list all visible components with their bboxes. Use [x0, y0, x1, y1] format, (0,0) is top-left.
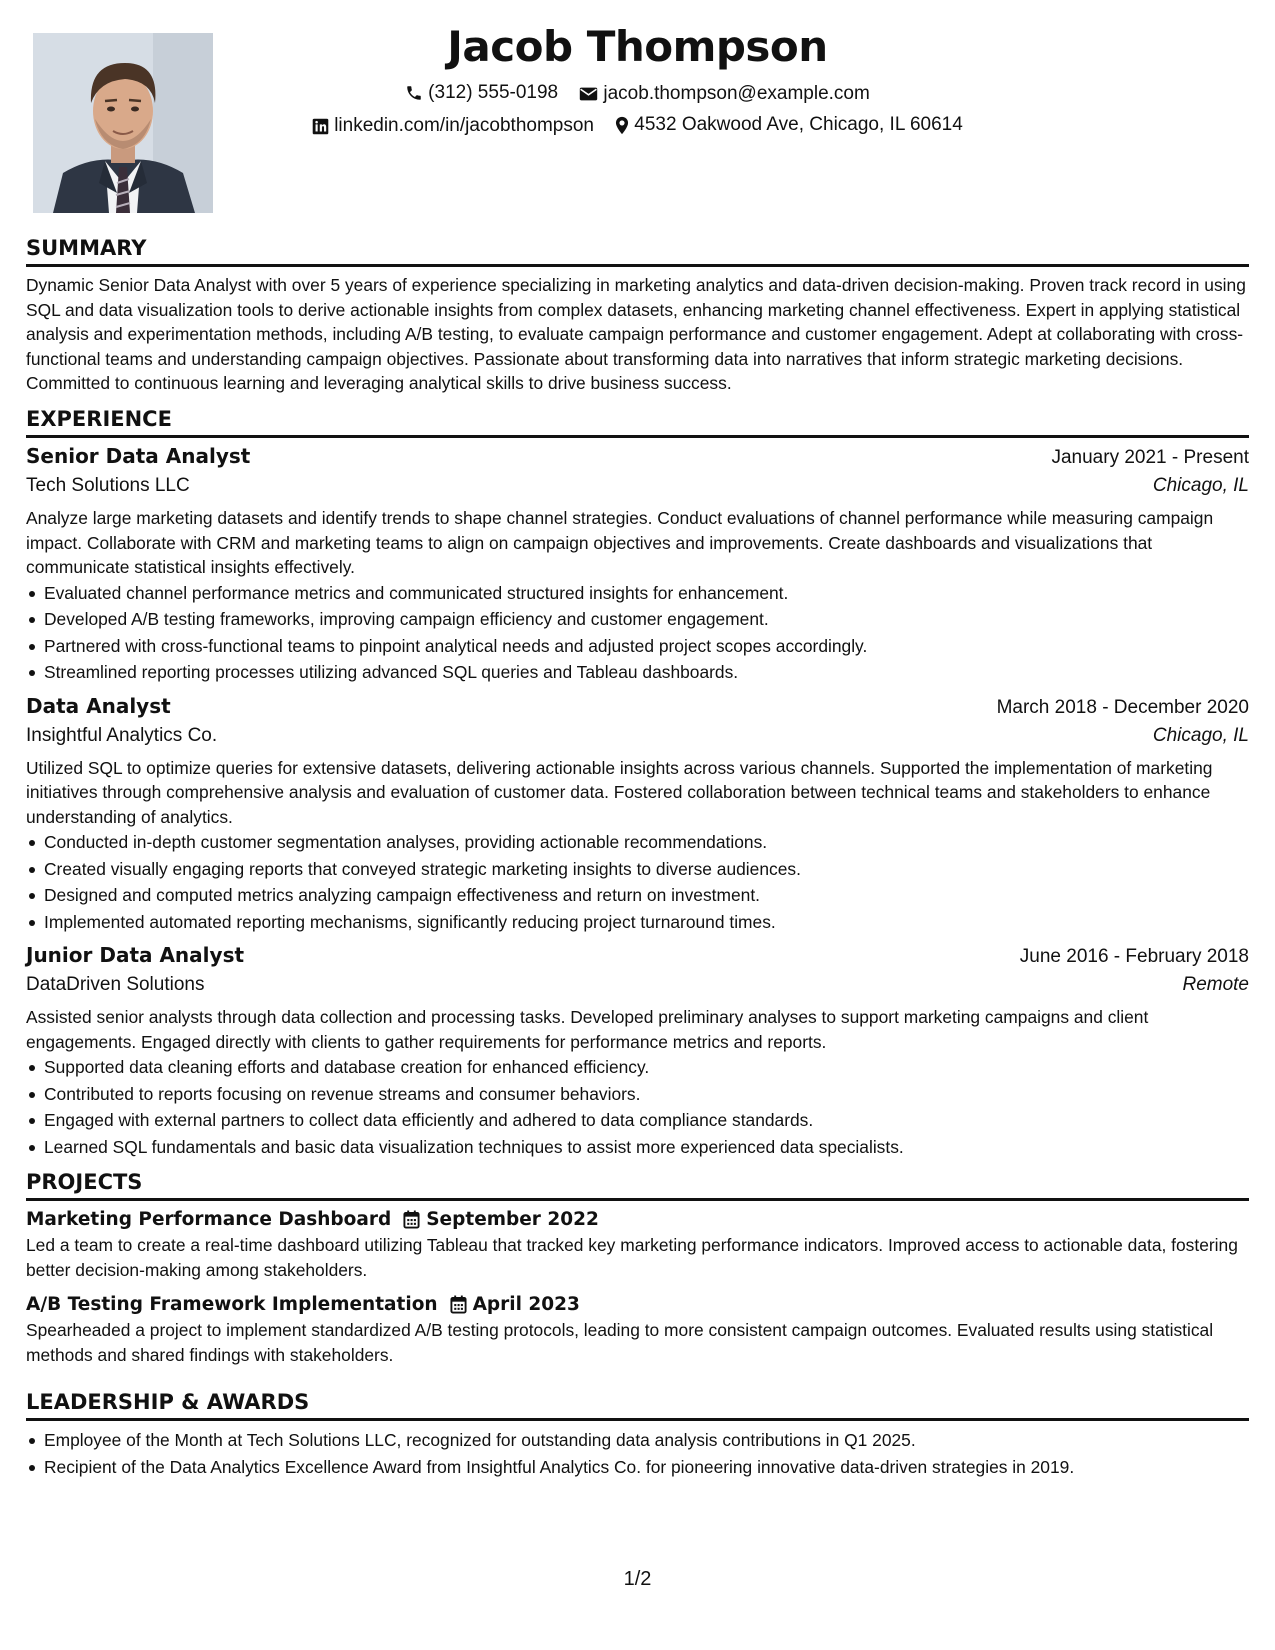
- email-text: jacob.thompson@example.com: [603, 83, 870, 104]
- list-item: Developed A/B testing frameworks, improving campaign efficiency and customer engagement.: [44, 606, 1249, 633]
- candidate-name: Jacob Thompson: [447, 22, 828, 71]
- list-item: Conducted in-depth customer segmentation analyses, providing actionable recommendations.: [44, 829, 1249, 856]
- project-date: April 2023: [472, 1294, 580, 1315]
- list-item: Contributed to reports focusing on revenue streams and consumer behaviors.: [44, 1081, 1249, 1108]
- list-item: Implemented automated reporting mechanisms, significantly reducing project turnaround times.: [44, 909, 1249, 936]
- project-entry: [26, 1209, 1249, 1282]
- project-description: Spearheaded a project to implement standardized A/B testing protocols, leading to more consistent campaign outcomes. Evaluated results using statistical methods and shared findings with stakeholders.: [26, 1320, 1214, 1365]
- job-bullet-list: [26, 580, 1249, 686]
- job-location: Chicago, IL: [1152, 724, 1249, 746]
- project-description: Led a team to create a real-time dashboard utilizing Tableau that tracked key marketing performance indicators. Improved access to actionable data, fostering better decision-making among stakeholders.: [26, 1235, 1238, 1280]
- calendar-icon: [403, 1210, 420, 1229]
- address-contact: [615, 114, 963, 136]
- list-item: Supported data cleaning efforts and database creation for enhanced efficiency.: [44, 1054, 1249, 1081]
- map-pin-icon: [615, 116, 629, 135]
- project-name: A/B Testing Framework Implementation: [26, 1294, 438, 1315]
- summary-text: Dynamic Senior Data Analyst with over 5 years of experience specializing in marketing analytics and data-driven decision-making. Proven track record in using SQL and data visualization tools to derive actionable insights from complex datasets, enhancing marketing channel effectiveness. Expert in applying statistical analysis and experimentation methods, including A/B testing, to evaluate campaign performance and customer engagement. Adept at collaborating with cross-functional teams and understanding campaign objectives. Passionate about transforming data into narratives that inform strategic marketing decisions. Committed to continuous learning and leveraging analytical skills to drive business success.: [26, 275, 1246, 393]
- company-name: Tech Solutions LLC: [26, 475, 190, 496]
- list-item: Evaluated channel performance metrics and communicated structured insights for enhancement.: [44, 580, 1249, 607]
- project-date: September 2022: [426, 1209, 599, 1230]
- email-contact[interactable]: [579, 83, 869, 105]
- list-item: Designed and computed metrics analyzing campaign effectiveness and return on investment.: [44, 882, 1249, 909]
- job-title: Senior Data Analyst: [26, 444, 251, 468]
- list-item: Learned SQL fundamentals and basic data visualization techniques to assist more experienced data specialists.: [44, 1134, 1249, 1161]
- job-title: Junior Data Analyst: [26, 943, 245, 967]
- job-location: Remote: [1182, 974, 1249, 995]
- envelope-icon: [579, 86, 598, 102]
- contact-line-primary: [0, 82, 1275, 108]
- phone-text: (312) 555-0198: [428, 82, 559, 103]
- project-entry: [26, 1294, 1249, 1367]
- company-name: DataDriven Solutions: [26, 974, 205, 995]
- linkedin-text: linkedin.com/in/jacobthompson: [334, 115, 594, 136]
- awards-bullet-list: [26, 1427, 1249, 1480]
- summary-heading: SUMMARY: [26, 236, 1249, 267]
- list-item: Engaged with external partners to collect data efficiently and adhered to data compliance standards.: [44, 1107, 1249, 1134]
- list-item: Partnered with cross-functional teams to pinpoint analytical needs and adjusted project scopes accordingly.: [44, 633, 1249, 660]
- linkedin-icon: [312, 118, 329, 135]
- job-entry: [26, 943, 1249, 1160]
- page-number: 1/2: [623, 1568, 652, 1590]
- project-name: Marketing Performance Dashboard: [26, 1209, 392, 1230]
- job-description: Utilized SQL to optimize queries for extensive datasets, delivering actionable insights across various channels. Supported the implementation of marketing initiatives through comprehensive analysis and evaluation of customer data. Fostered collaboration between technical teams and stakeholders to enhance understanding of analytics.: [26, 757, 1213, 827]
- list-item: Recipient of the Data Analytics Excellence Award from Insightful Analytics Co. for pioneering innovative data-driven strategies in 2019.: [44, 1454, 1249, 1481]
- job-title: Data Analyst: [26, 693, 171, 718]
- phone-contact[interactable]: [405, 82, 558, 104]
- job-bullet-list: [26, 829, 1249, 935]
- linkedin-contact[interactable]: [312, 115, 594, 137]
- list-item: Employee of the Month at Tech Solutions LLC, recognized for outstanding data analysis contributions in Q1 2025.: [44, 1427, 1249, 1454]
- job-bullet-list: [26, 1054, 1249, 1160]
- job-entry: [26, 444, 1249, 686]
- experience-section: [26, 407, 1249, 1160]
- phone-icon: [405, 84, 423, 102]
- summary-section: [26, 236, 1249, 396]
- list-item: Streamlined reporting processes utilizing advanced SQL queries and Tableau dashboards.: [44, 659, 1249, 686]
- experience-heading: EXPERIENCE: [26, 407, 1249, 438]
- job-location: Chicago, IL: [1152, 475, 1249, 496]
- projects-section: [26, 1170, 1249, 1367]
- leadership-section: [26, 1390, 1249, 1480]
- calendar-icon: [450, 1295, 467, 1314]
- job-dates: March 2018 - December 2020: [996, 696, 1249, 718]
- job-description: Analyze large marketing datasets and identify trends to shape channel strategies. Conduct evaluations of channel performance while measuring campaign impact. Collaborate with CRM and marketing teams to align on campaign objectives and improvements. Create dashboards and visualizations that communicate statistical insights effectively.: [26, 508, 1214, 577]
- address-text: 4532 Oakwood Ave, Chicago, IL 60614: [634, 114, 963, 135]
- job-description: Assisted senior analysts through data collection and processing tasks. Developed preliminary analyses to support marketing campaigns and client engagements. Engaged directly with clients to gather requirements for performance metrics and reports.: [26, 1007, 1149, 1052]
- job-dates: June 2016 - February 2018: [1019, 946, 1249, 967]
- contact-line-secondary: [0, 114, 1275, 141]
- leadership-heading: LEADERSHIP & AWARDS: [26, 1390, 1249, 1421]
- job-dates: January 2021 - Present: [1051, 447, 1249, 468]
- company-name: Insightful Analytics Co.: [26, 724, 218, 746]
- projects-heading: PROJECTS: [26, 1170, 1249, 1201]
- job-entry: [26, 694, 1249, 936]
- list-item: Created visually engaging reports that conveyed strategic marketing insights to diverse audiences.: [44, 856, 1249, 883]
